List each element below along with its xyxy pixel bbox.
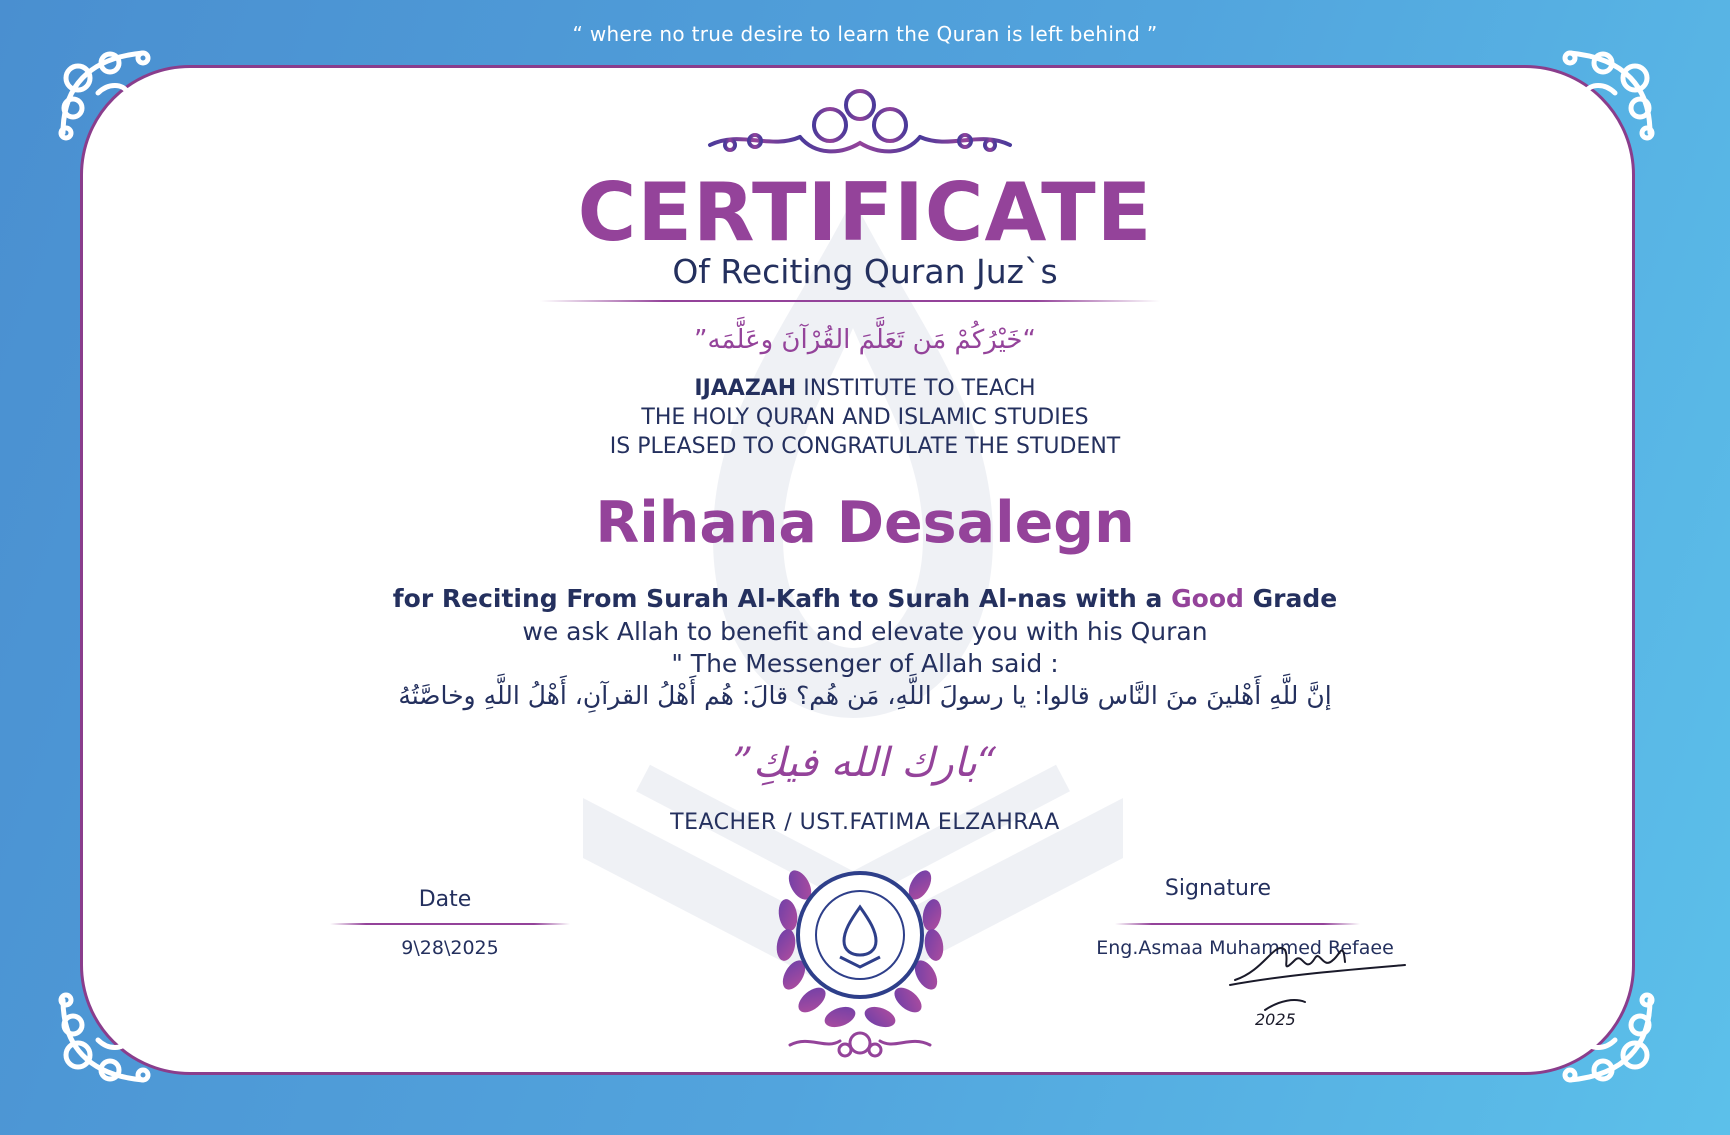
- achievement-text: for Reciting From Surah Al-Kafh to Surah Al-nas with a: [392, 584, 1172, 613]
- arabic-quote: ”خَيْرُكُمْ مَن تَعَلَّمَ القُرْآنَ وعَلَّمَه“: [694, 325, 1036, 355]
- institute-statement: [0, 374, 1730, 461]
- institute-line3: IS PLEASED TO CONGRATULATE THE STUDENT: [609, 434, 1121, 459]
- title-divider: [540, 300, 1160, 302]
- grade-value: Good: [1171, 584, 1244, 613]
- institute-seal-icon: [770, 845, 950, 1065]
- corner-ornament-bottom-left-icon: [48, 985, 158, 1095]
- institute-line1: INSTITUTE TO TEACH: [796, 376, 1036, 401]
- date-value: 9\28\2025: [401, 937, 499, 959]
- messenger-said-line: " The Messenger of Allah said :: [671, 649, 1059, 678]
- teacher-name: TEACHER / UST.FATIMA ELZAHRAA: [670, 810, 1060, 835]
- handwritten-signature-icon: [1225, 930, 1415, 1040]
- achievement-line: [0, 583, 1730, 615]
- certificate-subtitle: Of Reciting Quran Juz`s: [672, 252, 1058, 291]
- signatory-name: Eng.Asmaa Muhammed Refaee: [1096, 937, 1394, 959]
- date-label: Date: [418, 887, 472, 912]
- corner-ornament-bottom-right-icon: [1555, 985, 1665, 1095]
- institute-name: IJAAZAH: [694, 376, 797, 401]
- date-divider: [330, 923, 570, 925]
- corner-ornament-top-right-icon: [1555, 38, 1665, 148]
- hadith-text: إنَّ للَّهِ أَهْلينَ منَ النَّاس قالوا: يا رسولَ اللَّهِ، مَن هُم؟ قالَ: هُم أَهْلُ القرآنِ، أَهْلُ اللَّهِ وخاصَّتُهُ: [398, 681, 1332, 710]
- institute-line2: THE HOLY QURAN AND ISLAMIC STUDIES: [641, 405, 1089, 430]
- prayer-line: we ask Allah to benefit and elevate you with his Quran: [522, 617, 1208, 646]
- blessing-calligraphy: ”بارك الله فيكِ“: [732, 740, 998, 786]
- achievement-suffix: Grade: [1243, 584, 1338, 613]
- student-name: Rihana Desalegn: [595, 490, 1135, 556]
- corner-ornament-top-left-icon: [48, 38, 158, 148]
- certificate-title: CERTIFICATE: [577, 166, 1153, 259]
- tagline: “ where no true desire to learn the Quran is left behind ”: [572, 22, 1158, 46]
- signature-divider: [1115, 923, 1360, 925]
- svg-text:2025: 2025: [1255, 1010, 1296, 1029]
- signature-label: Signature: [1164, 876, 1272, 901]
- top-ornament-icon: [700, 75, 1020, 165]
